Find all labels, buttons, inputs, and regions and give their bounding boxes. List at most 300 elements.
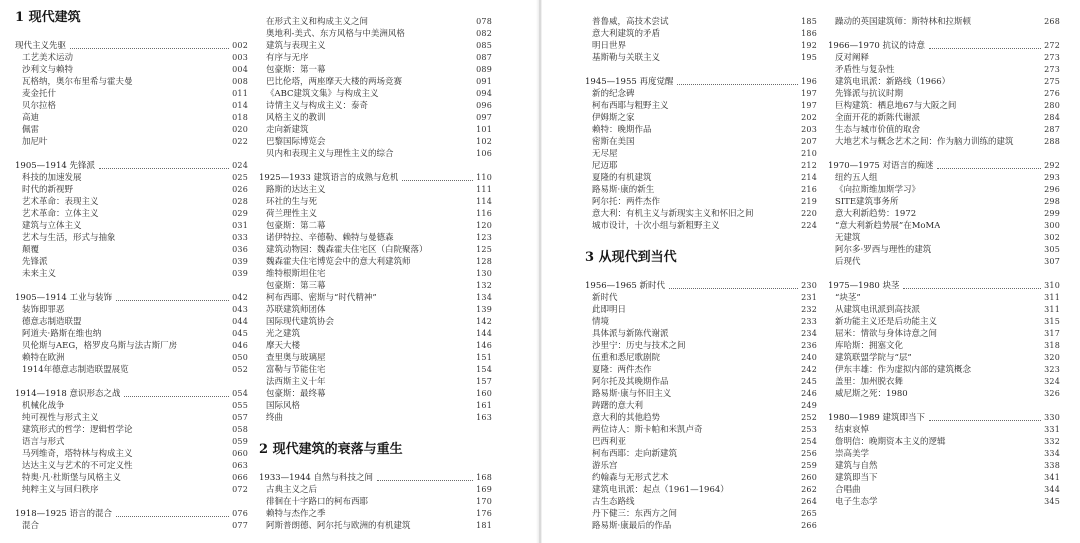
toc-entry [585, 424, 817, 436]
toc-entry [259, 304, 492, 316]
toc-page-number: 324 [1044, 377, 1060, 386]
toc-entry [585, 40, 817, 52]
toc-section-header [828, 280, 1060, 292]
toc-page-number: 085 [476, 41, 492, 50]
toc-entry [259, 400, 492, 412]
toc-page-number: 338 [1044, 461, 1060, 470]
toc-page-number: 146 [476, 341, 492, 350]
toc-entry [828, 208, 1060, 220]
toc-entry-label: 有序与无序 [266, 53, 309, 63]
toc-entry-label: 混合 [22, 521, 40, 531]
toc-entry [585, 508, 817, 520]
toc-page-number: 043 [232, 305, 248, 314]
toc-page-number: 111 [476, 185, 492, 194]
toc-page-number: 195 [801, 53, 817, 62]
toc-entry-label: 奥地利-美式、东方风格与中美洲风格 [266, 29, 405, 39]
toc-entry-label: 全面开花的新陈代谢派 [835, 113, 921, 123]
toc-page-number: 273 [1044, 53, 1060, 62]
toc-entry-label: 躁动的英国建筑师：斯特林和拉斯顿 [835, 17, 972, 27]
toc-entry-label: 新时代 [592, 293, 618, 303]
toc-entry [259, 16, 492, 28]
toc-entry-label: 游乐宫 [592, 461, 618, 471]
toc-entry-label: 巴西利亚 [592, 437, 627, 447]
toc-entry [828, 196, 1060, 208]
toc-section-header [15, 40, 248, 52]
toc-page-number: 332 [1044, 437, 1060, 446]
toc-page-number: 072 [232, 485, 248, 494]
toc-page-number: 307 [1044, 257, 1060, 266]
toc-entry-label: 建筑与立体主义 [22, 221, 82, 231]
toc-section-title: 1918—1925 语言的混合 [15, 509, 112, 519]
toc-entry [259, 244, 492, 256]
toc-entry-label: 贝伦斯与AEG，格罗皮乌斯与法古斯厂房 [22, 341, 178, 351]
toc-page-number: 002 [232, 41, 248, 50]
toc-entry-label: 1914年德意志制造联盟展览 [22, 365, 129, 375]
toc-page-number: 089 [476, 65, 492, 74]
toc-entry-label: 路斯的达达主义 [266, 185, 326, 195]
toc-page-number: 052 [232, 365, 248, 374]
toc-entry [15, 484, 248, 496]
toc-section [15, 388, 248, 496]
toc-entry [15, 232, 248, 244]
toc-entry-label: 建筑即当下 [835, 473, 878, 483]
toc-entry [259, 496, 492, 508]
toc-entry-label: 柯布西耶、密斯与“时代精神” [266, 293, 377, 303]
toc-entry-label: 纽约五人组 [835, 173, 878, 183]
toc-entry-label: 无建筑 [835, 233, 861, 243]
toc-entry [585, 220, 817, 232]
toc-page-number: 125 [476, 245, 492, 254]
toc-page-number: 031 [232, 221, 248, 230]
toc-entry [828, 64, 1060, 76]
toc-page-number: 163 [476, 413, 492, 422]
toc-entry-label: 情境 [592, 317, 610, 327]
toc-page-number: 063 [232, 461, 248, 470]
toc-page-number: 252 [801, 413, 817, 422]
toc-page-number: 110 [476, 173, 492, 182]
toc-page-number: 066 [232, 473, 248, 482]
toc-entry-label: 建筑电讯派：起点（1961—1964） [592, 485, 729, 495]
toc-entry-label: 踌躇的意大利 [592, 401, 644, 411]
toc-page-number: 275 [1044, 77, 1060, 86]
toc-page-number: 311 [1044, 293, 1060, 302]
toc-entry-label: 艺术革命：立体主义 [22, 209, 99, 219]
toc-page-number: 176 [476, 509, 492, 518]
toc-entry-label: 此即明日 [592, 305, 627, 315]
toc-entry-label: 风格主义的教训 [266, 113, 326, 123]
toc-page-number: 202 [801, 113, 817, 122]
toc-entry [259, 316, 492, 328]
toc-page-number: 216 [801, 185, 817, 194]
toc-entry [259, 508, 492, 520]
toc-entry-label: 意大利：有机主义与新现实主义和怀旧之间 [592, 209, 754, 219]
toc-entry [15, 460, 248, 472]
toc-entry [259, 64, 492, 76]
toc-page-number: 254 [801, 437, 817, 446]
toc-entry-label: 矛盾性与复杂性 [835, 65, 895, 75]
toc-entry-label: 查里奥与玻璃屋 [266, 353, 326, 363]
toc-section-title: 1945—1955 再度觉醒 [585, 77, 674, 87]
toc-page-number: 101 [476, 125, 492, 134]
toc-page-number: 018 [232, 113, 248, 122]
toc-page-number: 055 [232, 401, 248, 410]
toc-section [15, 160, 248, 280]
toc-part-heading: 2 现代建筑的衰落与重生 [259, 442, 403, 457]
toc-entry [259, 88, 492, 100]
toc-entry [828, 460, 1060, 472]
toc-page-number: 311 [1044, 305, 1060, 314]
toc-entry [828, 52, 1060, 64]
toc-entry-label: 包豪斯：第三幕 [266, 281, 326, 291]
toc-page-number: 114 [476, 197, 492, 206]
toc-page-number: 240 [801, 353, 817, 362]
toc-entry-label: 明日世界 [592, 41, 627, 51]
toc-entry [15, 268, 248, 280]
toc-entry-label: 古典主义之后 [266, 485, 318, 495]
toc-entry-label: 颠覆 [22, 245, 40, 255]
toc-page-number: 157 [476, 377, 492, 386]
toc-page-number: 230 [801, 281, 817, 290]
toc-section [828, 160, 1060, 268]
toc-page-number: 219 [801, 197, 817, 206]
toc-page-number: 134 [476, 293, 492, 302]
toc-entry [15, 424, 248, 436]
toc-page-number: 139 [476, 305, 492, 314]
toc-page-number: 233 [801, 317, 817, 326]
dot-leader [70, 48, 229, 49]
toc-entry-label: 夏隆的有机建筑 [592, 173, 652, 183]
toc-entry-label: 大地艺术与概念艺术之间：作为脑力训练的建筑 [835, 137, 1014, 147]
toc-entry-label: 赖特与杰作之季 [266, 509, 326, 519]
toc-entry-label: 伊姆斯之家 [592, 113, 635, 123]
toc-entry-label: 威尼斯之死：1980 [835, 389, 908, 399]
toc-entry-label: 赖特：晚期作品 [592, 125, 652, 135]
toc-page-number: 054 [232, 389, 248, 398]
toc-page-number: 106 [476, 149, 492, 158]
toc-entry-label: 建筑与自然 [835, 461, 878, 471]
toc-entry [585, 328, 817, 340]
toc-entry [259, 52, 492, 64]
toc-page-number: 096 [476, 101, 492, 110]
toc-entry [259, 124, 492, 136]
toc-section-header [585, 76, 817, 88]
toc-entry-label: 高迪 [22, 113, 40, 123]
toc-entry [828, 328, 1060, 340]
toc-page-number: 207 [801, 137, 817, 146]
toc-entry-label: 科技的加速发展 [22, 173, 82, 183]
toc-page-number: 196 [801, 77, 817, 86]
toc-page-number: 197 [801, 89, 817, 98]
toc-entry [259, 352, 492, 364]
toc-entry-label: 未来主义 [22, 269, 57, 279]
toc-page-number: 014 [232, 101, 248, 110]
toc-entry [259, 292, 492, 304]
toc-page-number: 011 [232, 89, 248, 98]
toc-page-number: 057 [232, 413, 248, 422]
toc-entry-label: 佩雷 [22, 125, 40, 135]
toc-entry [828, 424, 1060, 436]
dot-leader [124, 396, 229, 397]
toc-entry-label: 伊东丰雄：作为虚拟内部的建筑概念 [835, 365, 972, 375]
toc-entry-label: 艺术革命：表现主义 [22, 197, 99, 207]
dot-leader [99, 168, 229, 169]
toc-entry-label: “意大利新趋势展”在MoMA [835, 221, 941, 231]
toc-entry-label: 诺伊特拉、辛德勒、赖特与曼德森 [266, 233, 394, 243]
toc-page-number: 296 [1044, 185, 1060, 194]
toc-entry-label: 光之建筑 [266, 329, 301, 339]
toc-page-number: 212 [801, 161, 817, 170]
toc-column-left-1 [15, 10, 248, 532]
toc-entry-label: 普鲁威，高技术尝试 [592, 17, 669, 27]
toc-entry [828, 352, 1060, 364]
toc-entry-label: 环社的生与死 [266, 197, 318, 207]
toc-page-number: 170 [476, 497, 492, 506]
toc-entry [828, 256, 1060, 268]
toc-entry [15, 88, 248, 100]
toc-entry-label: 先锋派与抗议时期 [835, 89, 904, 99]
toc-entry-label: 从建筑电讯派到高技派 [835, 305, 921, 315]
toc-entry-label: 包豪斯：第一幕 [266, 65, 326, 75]
toc-page-number: 059 [232, 437, 248, 446]
toc-entry [585, 304, 817, 316]
toc-section [585, 16, 817, 64]
toc-entry-label: 建筑动物园：魏森霍夫住宅区（白院聚落） [266, 245, 428, 255]
toc-entry [15, 256, 248, 268]
toc-page-number: 077 [232, 521, 248, 530]
toc-entry [585, 364, 817, 376]
toc-entry-label: 维特根斯坦住宅 [266, 269, 326, 279]
toc-entry-label: 在形式主义和构成主义之间 [266, 17, 369, 27]
dot-leader [402, 180, 473, 181]
toc-page-number: 232 [801, 305, 817, 314]
toc-entry [828, 124, 1060, 136]
toc-page-number: 268 [1044, 17, 1060, 26]
toc-entry [828, 364, 1060, 376]
toc-section-title: 1966—1970 抗议的诗意 [828, 41, 925, 51]
toc-section-header [585, 280, 817, 292]
toc-entry-label: 徘徊在十字路口的柯布西耶 [266, 497, 369, 507]
toc-section [259, 16, 492, 160]
toc-entry-label: 意大利建筑的矛盾 [592, 29, 661, 39]
toc-entry-label: 基斯勒与关联主义 [592, 53, 661, 63]
toc-entry [828, 472, 1060, 484]
toc-entry [585, 292, 817, 304]
toc-page-number: 245 [801, 377, 817, 386]
toc-section [828, 16, 1060, 28]
toc-entry-label: 生态与城市价值的取舍 [835, 125, 921, 135]
toc-entry-label: 赖特在欧洲 [22, 353, 65, 363]
toc-page-number: 259 [801, 461, 817, 470]
toc-entry [585, 460, 817, 472]
toc-entry [259, 268, 492, 280]
toc-entry [259, 220, 492, 232]
toc-page-number: 272 [1044, 41, 1060, 50]
toc-page-number: 168 [476, 473, 492, 482]
toc-entry-label: 魏森霍夫住宅博览会中的意大利建筑师 [266, 257, 411, 267]
toc-page-number: 130 [476, 269, 492, 278]
toc-page-number: 293 [1044, 173, 1060, 182]
toc-entry [828, 484, 1060, 496]
toc-section-header [259, 172, 492, 184]
toc-section-title: 1914—1918 意识形态之战 [15, 389, 121, 399]
toc-page-number: 266 [801, 521, 817, 530]
toc-entry-label: 《ABC建筑文集》与构成主义 [266, 89, 379, 99]
toc-entry [259, 520, 492, 532]
toc-entry [259, 364, 492, 376]
toc-page-number: 284 [1044, 113, 1060, 122]
toc-page-number: 076 [232, 509, 248, 518]
toc-entry-label: 加尼叶 [22, 137, 48, 147]
toc-entry [585, 112, 817, 124]
toc-entry [828, 220, 1060, 232]
toc-section-title: 现代主义先驱 [15, 41, 67, 51]
toc-entry [828, 448, 1060, 460]
toc-entry [259, 256, 492, 268]
toc-section-title: 1975—1980 块茎 [828, 281, 900, 291]
toc-entry [15, 220, 248, 232]
toc-entry-label: 纯可视性与形式主义 [22, 413, 99, 423]
toc-entry [828, 376, 1060, 388]
toc-entry-label: 意大利新趋势：1972 [835, 209, 917, 219]
toc-column-right-1 [585, 16, 817, 532]
toc-page-number: 236 [801, 341, 817, 350]
toc-entry-label: 法西斯主义十年 [266, 377, 326, 387]
toc-entry [828, 316, 1060, 328]
toc-entry [828, 292, 1060, 304]
toc-page-number: 192 [801, 41, 817, 50]
toc-section-header [15, 160, 248, 172]
toc-entry-label: 柯布西耶与粗野主义 [592, 101, 669, 111]
toc-entry-label: 诗情主义与构成主义：泰奇 [266, 101, 369, 111]
toc-entry-label: 丹下健三：东西方之间 [592, 509, 678, 519]
toc-page-number: 280 [1044, 101, 1060, 110]
toc-entry [15, 436, 248, 448]
toc-entry [585, 412, 817, 424]
toc-entry-label: 两位诗人：斯卡帕和米凯卢奇 [592, 425, 703, 435]
toc-page-number: 323 [1044, 365, 1060, 374]
toc-page-number: 262 [801, 485, 817, 494]
toc-entry [15, 52, 248, 64]
toc-entry [585, 172, 817, 184]
toc-entry-label: 尼迈耶 [592, 161, 618, 171]
toc-entry [259, 136, 492, 148]
toc-page-number: 298 [1044, 197, 1060, 206]
toc-page-number: 160 [476, 389, 492, 398]
toc-entry-label: 阿道夫·路斯在维也纳 [22, 329, 102, 339]
toc-entry [585, 184, 817, 196]
toc-page-number: 029 [232, 209, 248, 218]
toc-entry-label: 屈米：情欲与身体诗意之间 [835, 329, 938, 339]
toc-page-number: 094 [476, 89, 492, 98]
toc-entry-label: 阿尔多·罗西与理性的建筑 [835, 245, 932, 255]
toc-entry-label: 阿尔托：两件杰作 [592, 197, 661, 207]
toc-page-number: 102 [476, 137, 492, 146]
toc-page-number: 120 [476, 221, 492, 230]
toc-page-number: 036 [232, 245, 248, 254]
toc-entry [828, 136, 1060, 148]
toc-page-number: 345 [1044, 497, 1060, 506]
toc-entry [585, 28, 817, 40]
toc-entry [585, 520, 817, 532]
toc-entry [585, 160, 817, 172]
toc-entry-label: 路易斯·康最后的作品 [592, 521, 672, 531]
toc-page-number: 142 [476, 317, 492, 326]
toc-entry-label: 装饰即罪恶 [22, 305, 65, 315]
right-page [542, 0, 1080, 543]
toc-entry-label: 盖里：加州脱衣舞 [835, 377, 904, 387]
toc-section [585, 280, 817, 532]
toc-entry [828, 496, 1060, 508]
toc-entry [259, 208, 492, 220]
toc-page-number: 025 [232, 173, 248, 182]
toc-entry [828, 436, 1060, 448]
toc-entry [585, 88, 817, 100]
toc-entry [15, 304, 248, 316]
toc-page-number: 246 [801, 389, 817, 398]
toc-page-number: 003 [232, 53, 248, 62]
toc-page-number: 315 [1044, 317, 1060, 326]
toc-entry-label: 国际现代建筑协会 [266, 317, 335, 327]
toc-entry-label: 包豪斯：第二幕 [266, 221, 326, 231]
toc-page-number: 022 [232, 137, 248, 146]
dot-leader [929, 420, 1041, 421]
toc-page-number: 234 [801, 329, 817, 338]
toc-page-number: 224 [801, 221, 817, 230]
toc-entry [828, 16, 1060, 28]
toc-entry [585, 16, 817, 28]
toc-entry-label: 艺术与生活，形式与抽象 [22, 233, 116, 243]
toc-entry-label: 富勒与节能住宅 [266, 365, 326, 375]
toc-entry [828, 340, 1060, 352]
toc-page-number: 320 [1044, 353, 1060, 362]
toc-entry [15, 196, 248, 208]
toc-section-title: 1980—1989 建筑即当下 [828, 413, 925, 423]
dot-leader [116, 516, 229, 517]
toc-entry [15, 244, 248, 256]
toc-entry [259, 28, 492, 40]
toc-page-number: 008 [232, 77, 248, 86]
toc-entry [259, 412, 492, 424]
toc-entry-label: 《向拉斯维加斯学习》 [835, 185, 921, 195]
toc-page-number: 033 [232, 233, 248, 242]
toc-page-number: 210 [801, 149, 817, 158]
toc-entry-label: 后现代 [835, 257, 861, 267]
toc-entry [259, 40, 492, 52]
toc-entry [259, 76, 492, 88]
toc-entry [15, 448, 248, 460]
toc-entry-label: 巴黎国际博览会 [266, 137, 326, 147]
toc-entry [15, 136, 248, 148]
toc-page-number: 326 [1044, 389, 1060, 398]
toc-page-number: 292 [1044, 161, 1060, 170]
toc-entry [828, 388, 1060, 400]
toc-page-number: 116 [476, 209, 492, 218]
toc-column-right-2 [828, 16, 1060, 508]
toc-entry [828, 100, 1060, 112]
toc-page-number: 004 [232, 65, 248, 74]
toc-page-number: 132 [476, 281, 492, 290]
toc-entry-label: 德意志制造联盟 [22, 317, 82, 327]
toc-page-number: 344 [1044, 485, 1060, 494]
toc-entry [15, 400, 248, 412]
toc-entry-label: 结束哀悼 [835, 425, 870, 435]
toc-page-number: 334 [1044, 449, 1060, 458]
toc-entry [259, 340, 492, 352]
toc-page-number: 058 [232, 425, 248, 434]
toc-entry-label: 贝尔拉格 [22, 101, 57, 111]
toc-column-left-2 [259, 16, 492, 532]
left-page [0, 0, 539, 543]
